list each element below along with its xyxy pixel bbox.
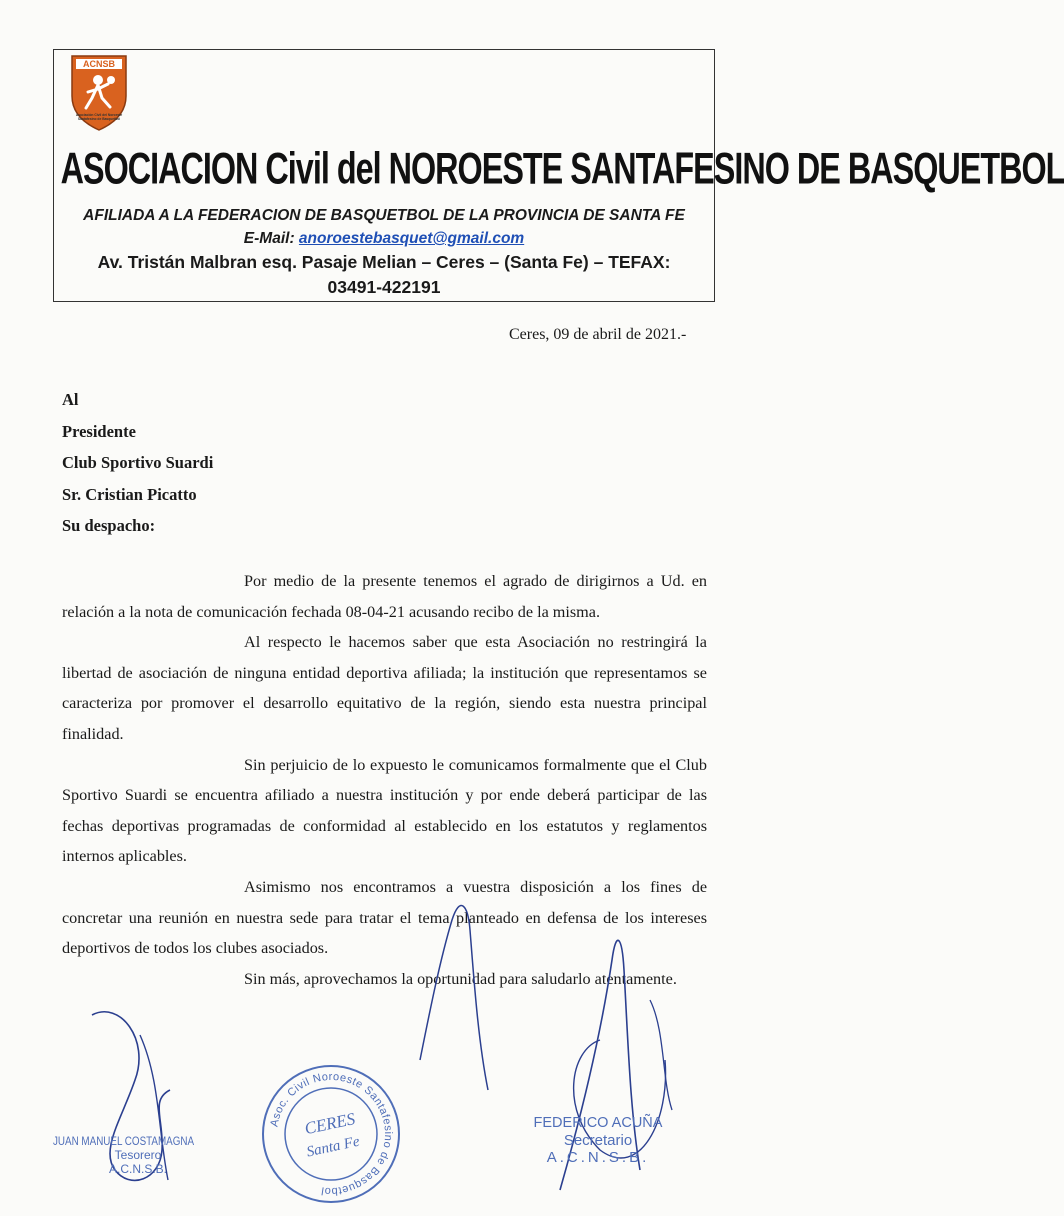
recipient-line: Su despacho: [62,516,156,535]
signer-name: FEDERICO ACUÑA [533,1115,663,1131]
association-seal [260,1063,402,1205]
recipient-line: Presidente [62,421,136,441]
signature-treasurer [53,1134,223,1176]
address-line: Av. Tristán Malbran esq. Pasaje Melian – Ceres – (Santa Fe) – TEFAX: [97,252,671,272]
logo-text: ACNSB [82,59,116,69]
letter-date: Ceres, 09 de abril de 2021.- [509,326,687,343]
email-label: E-Mail: [243,230,295,247]
svg-text:Asoc. Civil Noroeste Santafesi [268,1071,394,1197]
acnsb-logo [68,52,130,134]
signer-name: JUAN MANUEL COSTAMAGNA [53,1134,195,1148]
recipient-line: Club Sportivo Suardi [62,453,214,472]
phone-line: 03491-422191 [327,277,441,297]
signer-role: Tesorero [114,1148,162,1162]
seal-city: CERES [302,1109,357,1139]
recipient-block [62,384,213,542]
body-paragraph: Sin perjuicio de lo expuesto le comunicamos formalmente que el Club Sportivo Suardi se encuentra afiliado a nuestra institución y por ende deberá participar de las fechas deportivas programadas de conformidad al establecido en los estatutos y reglamentos internos aplicables. [62,755,707,866]
email-link[interactable]: anoroestebasquet@gmail.com [298,230,525,247]
recipient-line: Sr. Cristian Picatto [62,484,197,504]
letterhead [53,49,1064,302]
letter-body [62,566,707,994]
body-paragraph: Por medio de la presente tenemos el agrado de dirigirnos a Ud. en relación a la nota de comunicación fechada 08-04-21 acusando recibo de la misma. [62,572,707,621]
body-paragraph: Sin más, aprovechamos la oportunidad para saludarlo atentamente. [244,969,677,988]
logo-caption: Asociación Civil del Noroeste Santafesino de Basquetbol [75,113,123,121]
body-paragraph: Al respecto le hacemos saber que esta Asociación no restringirá la libertad de asociación de ninguna entidad deportiva afiliada; la institución que representamos se caracteriza por promover el desarrollo equitativo de la región, siendo esta nuestra principal finalidad. [62,633,707,743]
body-paragraph: Asimismo nos encontramos a vuestra disposición a los fines de concretar una reunión en nuestra sede para tratar el tema planteado en defensa de los intereses deportivos de todos los clubes asociados. [62,877,707,958]
signer-role: Secretario [563,1132,633,1149]
association-name: ASOCIACION Civil del NOROESTE SANTAFESINO DE BASQUETBOL [60,143,1064,193]
signature-secretary [528,1115,668,1166]
recipient-line: Al [62,390,79,409]
signer-org: A.C.N.S.B. [108,1162,167,1176]
seal-province: Santa Fe [305,1133,362,1161]
signer-org: A.C.N.S.B. [546,1149,650,1166]
seal-ring-text: Asoc. Civil Noroeste Santafesino de Basquetbol [268,1070,395,1198]
address-block [54,250,714,300]
email-line [54,230,714,248]
affiliation-line: AFILIADA A LA FEDERACION DE BASQUETBOL DE LA PROVINCIA DE SANTA FE [83,207,685,224]
